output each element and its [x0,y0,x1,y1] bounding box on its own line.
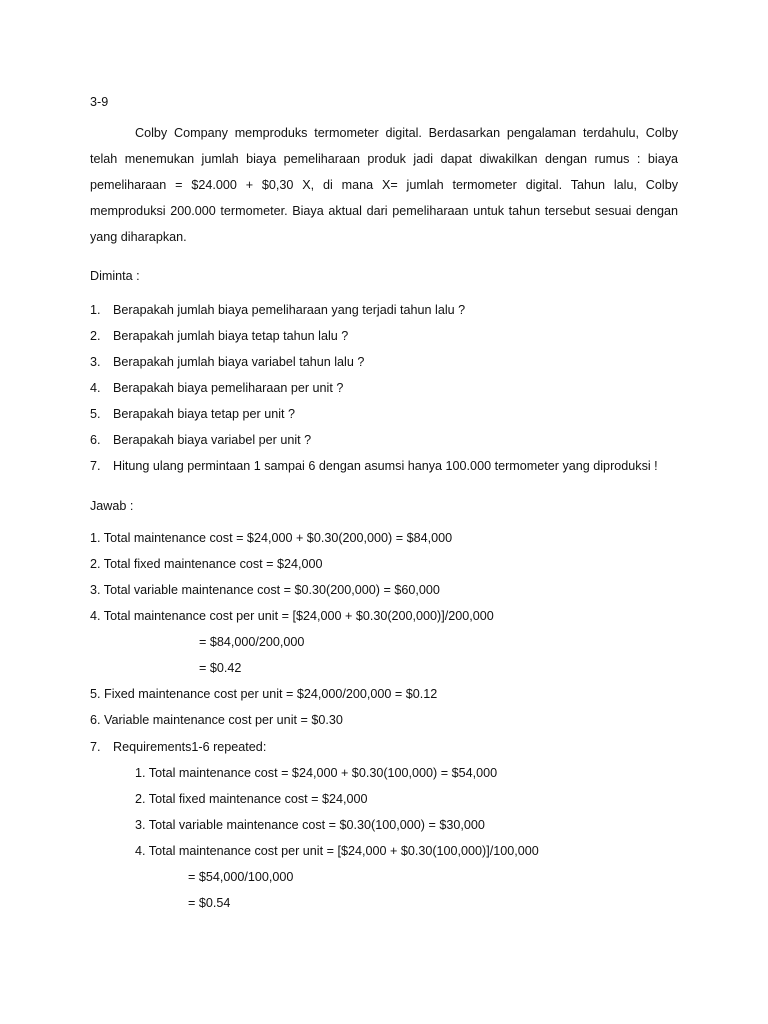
answer-line: = $0.42 [199,661,242,675]
requirement-7-heading [90,739,266,755]
requirement-7-number: 7. [90,740,101,754]
question-item [90,406,295,422]
requirement-7-answer: 4. Total maintenance cost per unit = [$24,000 + $0.30(100,000)]/100,000 [135,844,539,858]
question-item [90,432,311,448]
diminta-heading: Diminta : [90,269,140,283]
question-number: 4. [90,381,101,395]
requirement-7-answer: 3. Total variable maintenance cost = $0.30(100,000) = $30,000 [135,818,485,832]
requirement-7-answer: 1. Total maintenance cost = $24,000 + $0.30(100,000) = $54,000 [135,766,498,780]
answer-line: 4. Total maintenance cost per unit = [$24,000 + $0.30(200,000)]/200,000 [90,609,494,623]
question-text: Hitung ulang permintaan 1 sampai 6 dengan asumsi hanya 100.000 termometer yang diproduksi ! [113,459,658,473]
question-text: Berapakah biaya tetap per unit ? [113,407,296,421]
question-number: 3. [90,355,101,369]
question-number: 2. [90,329,101,343]
question-item [90,328,348,344]
requirement-7-answer: 2. Total fixed maintenance cost = $24,000 [135,792,368,806]
question-text: Berapakah jumlah biaya tetap tahun lalu ? [113,329,349,343]
question-number: 7. [90,459,101,473]
answer-line: 1. Total maintenance cost = $24,000 + $0.30(200,000) = $84,000 [90,531,453,545]
question-text: Berapakah biaya pemeliharaan per unit ? [113,381,344,395]
question-text: Berapakah jumlah biaya variabel tahun lalu ? [113,355,365,369]
question-item [90,380,343,396]
question-number: 5. [90,407,101,421]
question-item [90,302,465,318]
answer-line: 3. Total variable maintenance cost = $0.30(200,000) = $60,000 [90,583,440,597]
question-number: 6. [90,433,101,447]
requirement-7-answer: = $54,000/100,000 [188,870,294,884]
section-number: 3-9 [90,95,109,109]
jawab-heading: Jawab : [90,499,134,513]
answer-line: 5. Fixed maintenance cost per unit = $24,000/200,000 = $0.12 [90,687,438,701]
question-number: 1. [90,303,101,317]
requirement-7-answer: = $0.54 [188,896,231,910]
question-text: Berapakah biaya variabel per unit ? [113,433,312,447]
problem-paragraph: Colby Company memproduks termometer digital. Berdasarkan pengalaman terdahulu, Colby telah menemukan jumlah biaya pemeliharaan produk jadi dapat diwakilkan dengan rumus : biaya pemeliharaan = $24.000 + $0,30 X, di mana X= jumlah termometer digital. Tahun lalu, Colby memproduksi 200.000 termometer. Biaya aktual dari pemeliharaan untuk tahun tersebut sesuai dengan yang diharapkan. [90,126,678,244]
answer-line: = $84,000/200,000 [199,635,305,649]
answer-line: 6. Variable maintenance cost per unit = $0.30 [90,713,343,727]
question-item [90,354,364,370]
answer-line: 2. Total fixed maintenance cost = $24,000 [90,557,323,571]
question-text: Berapakah jumlah biaya pemeliharaan yang terjadi tahun lalu ? [113,303,466,317]
requirement-7-label: Requirements1-6 repeated: [113,740,267,754]
question-item [90,458,658,474]
